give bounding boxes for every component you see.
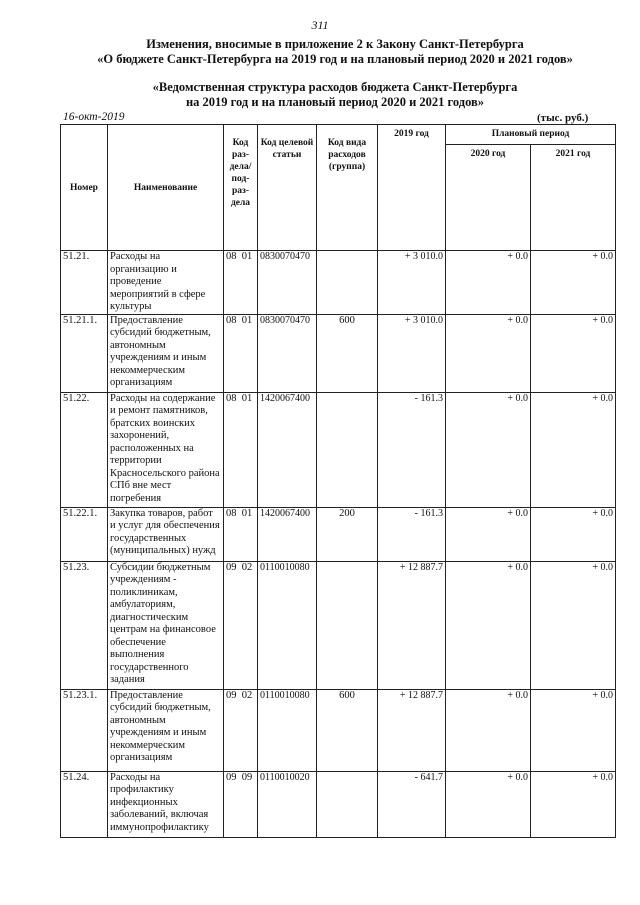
section-code: 08 [226, 392, 237, 404]
table-row [61, 392, 616, 507]
row-number: 51.21. [61, 251, 108, 315]
amount-2021: + 0.0 [531, 561, 616, 689]
amount-2021: + 0.0 [531, 689, 616, 771]
subsection-code: 02 [241, 689, 253, 701]
amount-2020: + 0.0 [446, 314, 531, 392]
header-section: Код раз-дела/ под-раз-дела [224, 125, 258, 251]
amount-2021: + 0.0 [531, 507, 616, 561]
row-number: 51.23.1. [61, 689, 108, 771]
group-code: 200 [317, 507, 378, 561]
target-code: 0830070470 [258, 314, 317, 392]
title-line-2: «О бюджете Санкт-Петербурга на 2019 год и на плановый период 2020 и 2021 годов» [97, 52, 573, 66]
target-code: 0110010080 [258, 689, 317, 771]
section-code-cell [224, 392, 258, 507]
amount-2019: + 3 010.0 [378, 251, 446, 315]
row-number: 51.24. [61, 771, 108, 837]
amount-2020: + 0.0 [446, 507, 531, 561]
amount-2021: + 0.0 [531, 392, 616, 507]
row-number: 51.21.1. [61, 314, 108, 392]
target-code: 1420067400 [258, 507, 317, 561]
subsection-code: 09 [241, 771, 253, 783]
amount-2019: + 12 887.7 [378, 561, 446, 689]
header-number: Номер [61, 125, 108, 251]
row-name: Субсидии бюджетным учреждениям - поликлиникам, амбулаториям, диагностическим центрам на финансовое обеспечение выполнения государственного задания [108, 561, 224, 689]
document-date: 16-окт-2019 [63, 111, 125, 123]
subsection-code: 01 [241, 314, 253, 326]
table-row [61, 507, 616, 561]
section-code: 09 [226, 689, 237, 701]
header-2021: 2021 год [531, 145, 616, 251]
section-code: 08 [226, 314, 237, 326]
units-label: (тыс. руб.) [537, 112, 589, 124]
amount-2021: + 0.0 [531, 251, 616, 315]
header-group: Код вида расходов (группа) [317, 125, 378, 251]
table-row [61, 314, 616, 392]
row-number: 51.22. [61, 392, 108, 507]
target-code: 1420067400 [258, 392, 317, 507]
section-code-cell [224, 314, 258, 392]
group-code [317, 392, 378, 507]
target-code: 0110010080 [258, 561, 317, 689]
amount-2020: + 0.0 [446, 561, 531, 689]
section-code-cell [224, 771, 258, 837]
section-code-cell [224, 561, 258, 689]
table-row [61, 689, 616, 771]
subsection-code: 02 [241, 561, 253, 573]
amount-2019: - 641.7 [378, 771, 446, 837]
section-code-cell [224, 689, 258, 771]
row-number: 51.22.1. [61, 507, 108, 561]
section-code: 09 [226, 561, 237, 573]
row-name: Расходы на содержание и ремонт памятников, братских воинских захоронений, расположенных на территории Красносельского района СПб вне мест погребения [108, 392, 224, 507]
section-code-cell [224, 251, 258, 315]
group-code: 600 [317, 689, 378, 771]
target-code: 0110010020 [258, 771, 317, 837]
table-row [61, 771, 616, 837]
amount-2021: + 0.0 [531, 314, 616, 392]
subsection-code: 01 [241, 392, 253, 404]
amount-2019: + 3 010.0 [378, 314, 446, 392]
group-code [317, 561, 378, 689]
amount-2020: + 0.0 [446, 771, 531, 837]
row-name: Предоставление субсидий бюджетным, автономным учреждениям и иным некоммерческим организациям [108, 689, 224, 771]
section-code: 08 [226, 251, 237, 262]
document-title [40, 37, 630, 67]
group-code: 600 [317, 314, 378, 392]
budget-table [60, 124, 616, 838]
amount-2019: + 12 887.7 [378, 689, 446, 771]
amount-2019: - 161.3 [378, 507, 446, 561]
row-name: Расходы на организацию и проведение мероприятий в сфере культуры [108, 251, 224, 315]
subtitle-line-2: на 2019 год и на плановый период 2020 и 2021 годов» [185, 95, 485, 109]
row-number: 51.23. [61, 561, 108, 689]
header-name: Наименование [108, 125, 224, 251]
table-title [40, 80, 630, 110]
amount-2021: + 0.0 [531, 771, 616, 837]
header-2019: 2019 год [378, 125, 446, 251]
section-code-cell [224, 507, 258, 561]
header-target: Код целевой статьи [258, 125, 317, 251]
target-code: 0830070470 [258, 251, 317, 315]
subtitle-line-1: «Ведомственная структура расходов бюджета Санкт-Петербурга [152, 80, 518, 94]
subsection-code: 01 [241, 507, 253, 519]
page-number: 311 [311, 18, 329, 32]
header-2020: 2020 год [446, 145, 531, 251]
subsection-code: 01 [241, 251, 253, 262]
amount-2020: + 0.0 [446, 689, 531, 771]
section-code: 08 [226, 507, 237, 519]
amount-2019: - 161.3 [378, 392, 446, 507]
table-row [61, 561, 616, 689]
amount-2020: + 0.0 [446, 251, 531, 315]
title-line-1: Изменения, вносимые в приложение 2 к Закону Санкт-Петербурга [146, 37, 524, 51]
section-code: 09 [226, 771, 237, 783]
header-planned: Плановый период [446, 125, 616, 145]
row-name: Закупка товаров, работ и услуг для обеспечения государственных (муниципальных) нужд [108, 507, 224, 561]
row-name: Предоставление субсидий бюджетным, автономным учреждениям и иным некоммерческим организациям [108, 314, 224, 392]
amount-2020: + 0.0 [446, 392, 531, 507]
table-row [61, 251, 616, 315]
group-code [317, 251, 378, 315]
group-code [317, 771, 378, 837]
row-name: Расходы на профилактику инфекционных заболеваний, включая иммунопрофилактику [108, 771, 224, 837]
